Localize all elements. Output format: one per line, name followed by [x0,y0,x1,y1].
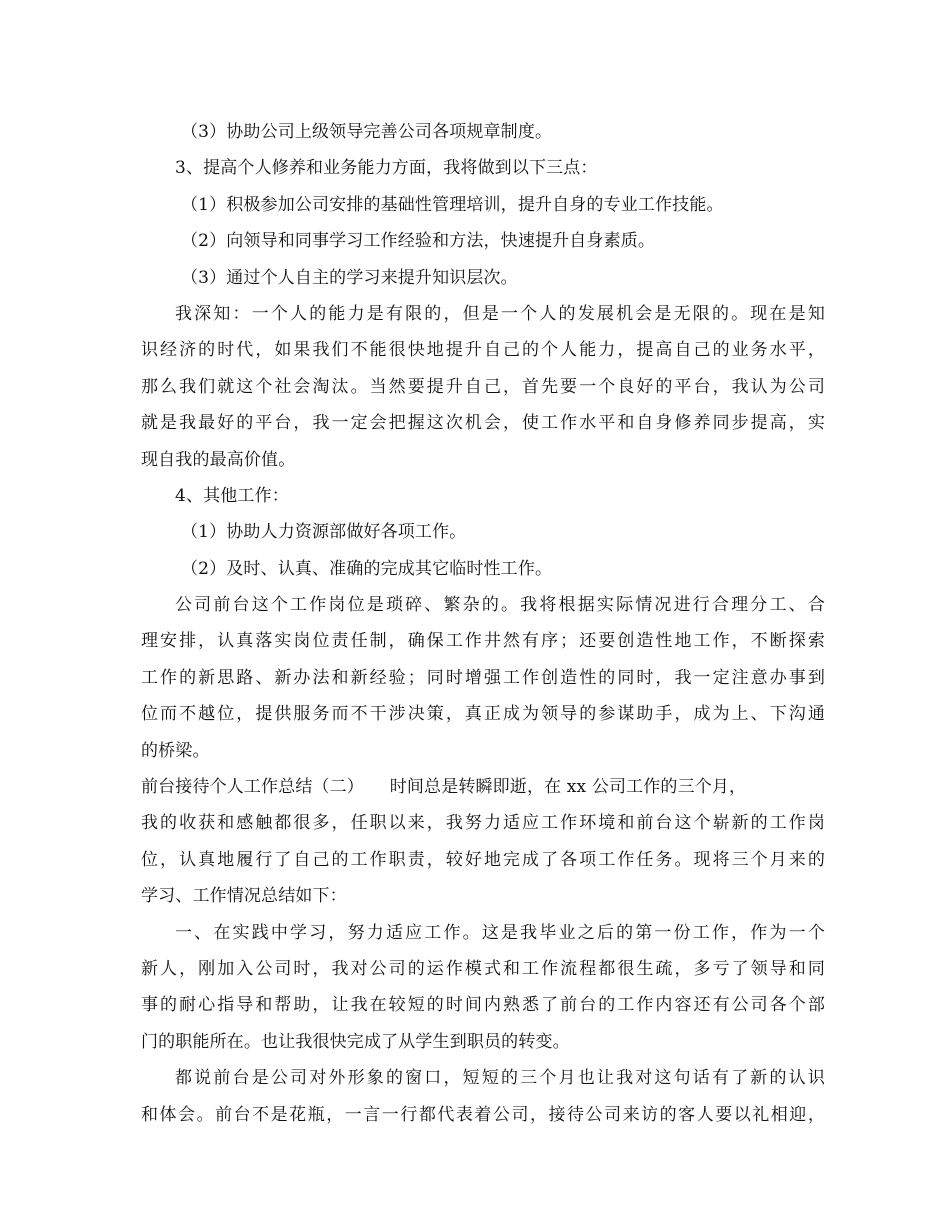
text-line: （3）协助公司上级领导完善公司各项规章制度。 [181,122,553,142]
text-line: （1）积极参加公司安排的基础性管理培训，提升自身的专业工作技能。 [181,194,724,215]
text-line: 我深知：一个人的能力是有限的，但是一个人的发展机会是无限的。现在是知 [175,303,825,324]
text-line: （3）通过个人自主的学习来提升知识层次。 [181,267,518,288]
document-body [141,114,825,1133]
text-line: 学习、工作情况总结如下： [141,886,347,907]
text-line: （2）及时、认真、准确的完成其它临时性工作。 [181,558,553,579]
text-line: 识经济的时代，如果我们不能很快地提升自己的个人能力，提高自己的业务水平， [141,340,825,361]
text-line: 位，认真地履行了自己的工作职责，较好地完成了各项工作任务。现将三个月来的 [141,849,825,870]
text-line: 公司前台这个工作岗位是琐碎、繁杂的。我将根据实际情况进行合理分工、合 [175,595,825,616]
section-heading-line: 前台接待个人工作总结（二） 时间总是转瞬即逝，在 xx 公司工作的三个月， [141,777,747,798]
text-line: 那么我们就这个社会淘汰。当然要提升自己，首先要一个良好的平台，我认为公司 [141,376,825,397]
text-line: 位而不越位，提供服务而不干涉决策，真正成为领导的参谋助手，成为上、下沟通 [141,704,825,725]
text-line: 门的职能所在。也让我很快完成了从学生到职员的转变。 [141,1031,570,1052]
text-line: 一、在实践中学习，努力适应工作。这是我毕业之后的第一份工作，作为一个 [175,922,825,943]
text-line: （2）向领导和同事学习工作经验和方法，快速提升自身素质。 [181,231,656,252]
text-line: 事的耐心指导和帮助，让我在较短的时间内熟悉了前台的工作内容还有公司各个部 [141,995,825,1016]
text-line: （1）协助人力资源部做好各项工作。 [181,522,467,543]
text-line: 工作的新思路、新办法和新经验；同时增强工作创造性的同时，我一定注意办事到 [141,667,825,688]
text-line: 理安排，认真落实岗位责任制，确保工作井然有序；还要创造性地工作，不断探索 [141,631,825,652]
text-line: 4、其他工作： [175,485,289,506]
text-line: 新人，刚加入公司时，我对公司的运作模式和工作流程都很生疏，多亏了领导和同 [141,958,825,979]
text-line: 和体会。前台不是花瓶，一言一行都代表着公司，接待公司来访的客人要以礼相迎， [141,1104,825,1125]
text-line: 就是我最好的平台，我一定会把握这次机会，使工作水平和自身修养同步提高，实 [141,413,825,434]
text-line: 的桥梁。 [141,740,210,761]
text-line: 我的收获和感触都很多，任职以来，我努力适应工作环境和前台这个崭新的工作岗 [141,813,825,834]
text-line: 3、提高个人修养和业务能力方面，我将做到以下三点： [175,158,598,179]
text-line: 都说前台是公司对外形象的窗口，短短的三个月也让我对这句话有了新的认识 [175,1068,825,1089]
text-line: 现自我的最高价值。 [141,449,296,470]
